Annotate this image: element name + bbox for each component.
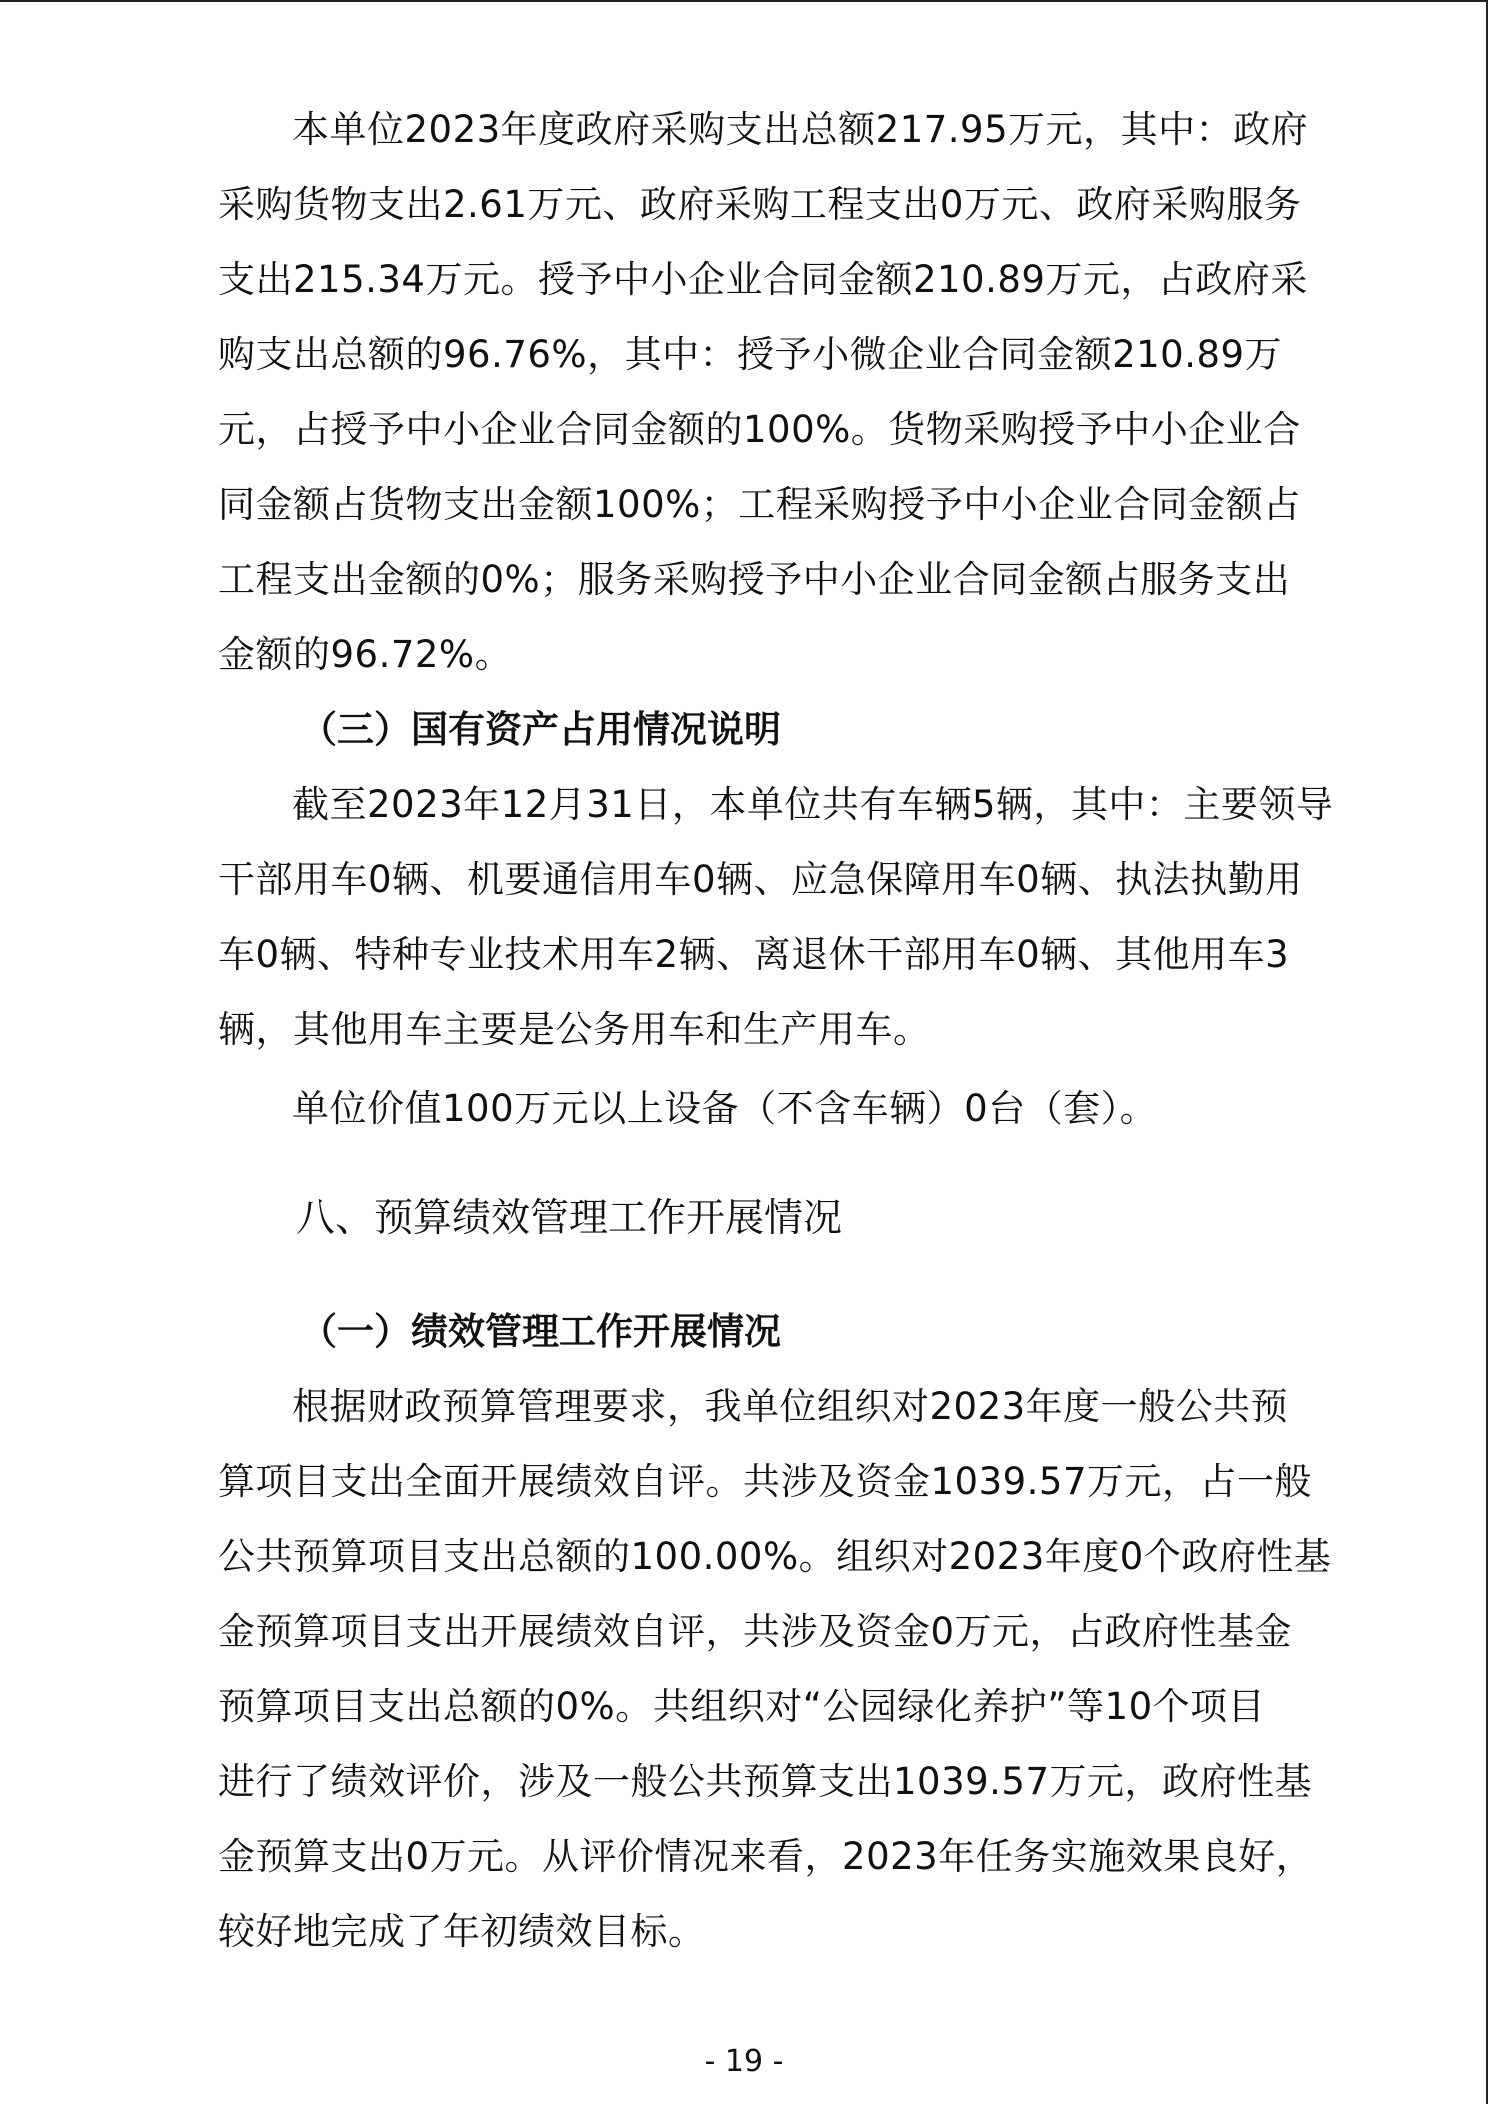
performance-line-2: 算项目支出全面开展绩效自评。共涉及资金1039.57万元，占一般 <box>218 1460 1313 1503</box>
performance-line-8: 较好地完成了年初绩效目标。 <box>218 1910 706 1953</box>
vehicle-line-2: 干部用车0辆、机要通信用车0辆、应急保障用车0辆、执法执勤用 <box>218 858 1303 901</box>
performance-line-1: 根据财政预算管理要求，我单位组织对2023年度一般公共预 <box>292 1385 1289 1428</box>
equipment-line: 单位价值100万元以上设备（不含车辆）0台（套）。 <box>292 1087 1158 1130</box>
procurement-line-8: 金额的96.72%。 <box>218 633 513 676</box>
vehicle-line-4: 辆，其他用车主要是公务用车和生产用车。 <box>218 1008 931 1051</box>
performance-line-4: 金预算项目支出开展绩效自评，共涉及资金0万元，占政府性基金 <box>218 1610 1293 1653</box>
procurement-line-4: 购支出总额的96.76%，其中：授予小微企业合同金额210.89万 <box>218 333 1283 376</box>
performance-line-7: 金预算支出0万元。从评价情况来看，2023年任务实施效果良好， <box>218 1835 1314 1878</box>
procurement-line-3: 支出215.34万元。授予中小企业合同金额210.89万元，占政府采 <box>218 258 1308 301</box>
procurement-line-6: 同金额占货物支出金额100%；工程采购授予中小企业合同金额占 <box>218 483 1301 526</box>
procurement-line-1: 本单位2023年度政府采购支出总额217.95万元，其中：政府 <box>292 108 1309 151</box>
procurement-line-5: 元，占授予中小企业合同金额的100%。货物采购授予中小企业合 <box>218 408 1301 451</box>
section-8-heading: 八、预算绩效管理工作开展情况 <box>296 1196 843 1241</box>
vehicle-line-3: 车0辆、特种专业技术用车2辆、离退休干部用车0辆、其他用车3 <box>218 933 1290 976</box>
performance-line-6: 进行了绩效评价，涉及一般公共预算支出1039.57万元，政府性基 <box>218 1760 1313 1803</box>
performance-line-5: 预算项目支出总额的0%。共组织对“公园绿化养护”等10个项目 <box>218 1685 1266 1728</box>
vehicle-line-1: 截至2023年12月31日，本单位共有车辆5辆，其中：主要领导 <box>292 783 1334 826</box>
procurement-line-7: 工程支出金额的0%；服务采购授予中小企业合同金额占服务支出 <box>218 558 1291 601</box>
performance-subheading: （一）绩效管理工作开展情况 <box>300 1310 781 1353</box>
performance-line-3: 公共预算项目支出总额的100.00%。组织对2023年度0个政府性基 <box>218 1535 1332 1578</box>
page-number: - 19 - <box>704 2044 784 2079</box>
assets-heading: （三）国有资产占用情况说明 <box>300 708 781 751</box>
procurement-line-2: 采购货物支出2.61万元、政府采购工程支出0万元、政府采购服务 <box>218 183 1302 226</box>
